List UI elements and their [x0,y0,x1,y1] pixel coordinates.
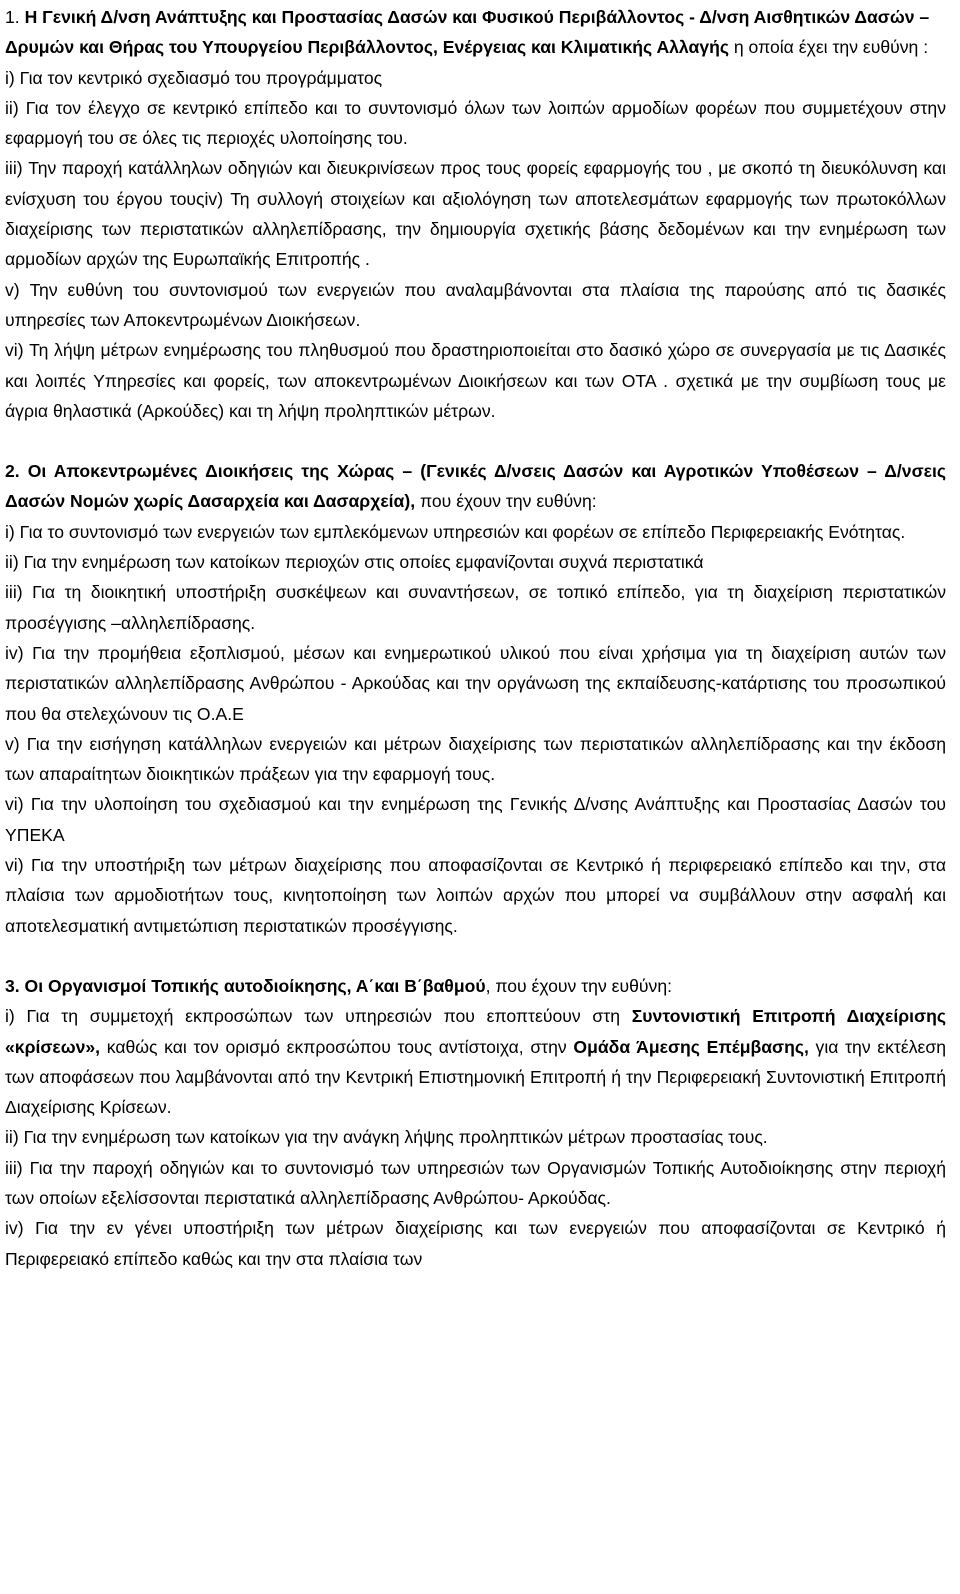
s3-item-i [5,1001,946,1122]
s3-item-i-part-c: καθώς και τον ορισμό εκπροσώπου τους αντίστοιχα, στην [100,1036,574,1057]
s1-heading [5,2,946,63]
s3-item-i-part-d: για την εκτέλεση των αποφάσεων που λαμβάνονται από την Κεντρική Επιστημονική Επιτροπή ή την Περιφερειακή Συντονιστική Επιτροπή Διαχείρισης Κρίσεων. [5,1036,947,1118]
section-spacer [5,426,946,456]
s3-item-iii: iii) Για την παροχή οδηγιών και το συντονισμό των υπηρεσιών των Οργανισμών Τοπικής Αυτοδιοίκησης στην περιοχή των οποίων εξελίσσονται περιστατικά αλληλεπίδρασης Ανθρώπου- Αρκούδας. [5,1157,946,1208]
s3-item-ii: ii) Για την ενημέρωση των κατοίκων για την ανάγκη λήψης προληπτικών μέτρων προστασίας τους. [5,1127,768,1148]
s1-item-i: i) Για τον κεντρικό σχεδιασμό του προγράμματος [5,67,383,88]
s2-item-iii: iii) Για τη διοικητική υποστήριξη συσκέψεων και συναντήσεων, σε τοπικό επίπεδο, για τη διαχείριση περιστατικών προσέγγισης –αλληλεπίδρασης. [5,582,946,633]
s2-item-iv: iv) Για την προμήθεια εξοπλισμού, μέσων και ενημερωτικού υλικού που είναι χρήσιμα για τη διαχείριση αυτών των περιστατικών αλληλεπίδρασης Ανθρώπου - Αρκούδας και την οργάνωση της εκπαίδευσης-κατάρτισης του προσωπικού που θα στελεχώνουν τις Ο.Α.Ε [5,642,946,724]
s1-item-ii: ii) Για τον έλεγχο σε κεντρικό επίπεδο και το συντονισμό όλων των λοιπών αρμοδίων φορέων που συμμετέχουν στην εφαρμογή του σε όλες τις περιοχές υλοποίησης του. [5,97,946,149]
s1-item-vi: vi) Τη λήψη μέτρων ενημέρωσης του πληθυσμού που δραστηριοποιείται στο δασικό χώρο σε συνεργασία με τις Δασικές και λοιπές Υπηρεσίες και φορείς, των αποκεντρωμένων Διοικήσεων και των ΟΤΑ . σχετικά με την συμβίωση τους με άγρια θηλαστικά (Αρκούδες) και τη λήψη προληπτικών μέτρων. [5,340,946,421]
s3-heading-tail: , που έχουν την ευθύνη: [485,975,672,996]
s2-heading-bold: 2. Οι Αποκεντρωμένες Διοικήσεις της Χώρας – (Γενικές Δ/νσεις Δασών και Αγροτικών Υποθέσεων – Δ/νσεις Δασών Νομών χωρίς Δασαρχεία και Δασαρχεία), [5,461,946,512]
s3-item-iv: iv) Για την εν γένει υποστήριξη των μέτρων διαχείρισης και των ενεργειών που αποφασίζονται σε Κεντρικό ή Περιφερειακό επίπεδο καθώς και την στα πλαίσια των [5,1218,946,1269]
section-spacer [5,941,946,971]
s1-heading-bold: Η Γενική Δ/νση Ανάπτυξης και Προστασίας Δασών και Φυσικού Περιβάλλοντος - Δ/νση Αισθητικών Δασών – Δρυμών και Θήρας του Υπουργείου Περιβάλλοντος, Ενέργειας και Κλιματικής Αλλαγής [5,7,930,58]
s1-number: 1. [5,7,25,27]
s3-heading [5,971,946,1001]
s2-heading [5,456,946,517]
s2-item-vi: vi) Για την υλοποίηση του σχεδιασμού και την ενημέρωση της Γενικής Δ/νσης Ανάπτυξης και Προστασίας Δασών του ΥΠΕΚΑ [5,794,946,845]
s2-heading-tail: που έχουν την ευθύνη: [415,491,597,512]
s1-item-v: v) Την ευθύνη του συντονισμού των ενεργειών που αναλαμβάνονται στα πλαίσια της παρούσης από τις δασικές υπηρεσίες των Αποκεντρωμένων Διοικήσεων. [5,279,946,330]
s3-item-i-bold-committee: Συντονιστική Επιτροπή Διαχείρισης «κρίσεων», [5,1006,947,1057]
s2-item-v: v) Για την εισήγηση κατάλληλων ενεργειών και μέτρων διαχείρισης των περιστατικών αλληλεπίδρασης και την έκδοση των απαραίτητων διοικητικών πράξεων για την εφαρμογή τους. [5,733,946,785]
s2-item-vi-second: vi) Για την υποστήριξη των μέτρων διαχείρισης που αποφασίζονται σε Κεντρικό ή περιφερειακό επίπεδο και την, στα πλαίσια των αρμοδιοτήτων τους, κινητοποίηση των λοιπών αρχών που μπορεί να συμβάλλουν στην ασφαλή και αποτελεσματική αντιμετώπιση περιστατικών προσέγγισης. [5,855,946,936]
s3-heading-bold: 3. Οι Οργανισμοί Τοπικής αυτοδιοίκησης, Α΄και Β΄βαθμού [5,975,486,996]
s1-heading-tail: η οποία έχει την ευθύνη : [729,37,929,58]
s3-item-i-part-a: i) Για τη συμμετοχή εκπροσώπων των υπηρεσιών που εποπτεύουν στη [5,1006,632,1027]
s3-item-i-bold-team: Ομάδα Άμεσης Επέμβασης, [573,1036,809,1057]
s1-item-iii: iii) Την παροχή κατάλληλων οδηγιών και διευκρινίσεων προς τους φορείς εφαρμογής του , με σκοπό τη διευκόλυνση και ενίσχυση του έργου τουςiv) Τη συλλογή στοιχείων και αξιολόγηση των αποτελεσμάτων εφαρμογής των πρωτοκόλλων διαχείρισης των περιστατικών αλληλεπίδρασης, την δημιουργία σχετικής βάσης δεδομένων και την ενημέρωση των αρμοδίων αρχών της Ευρωπαϊκής Επιτροπής . [5,158,946,270]
s2-item-i: i) Για το συντονισμό των ενεργειών των εμπλεκόμενων υπηρεσιών και φορέων σε επίπεδο Περιφερειακής Ενότητας. [5,521,906,542]
s2-item-ii: ii) Για την ενημέρωση των κατοίκων περιοχών στις οποίες εμφανίζονται συχνά περιστατικά [5,552,704,573]
